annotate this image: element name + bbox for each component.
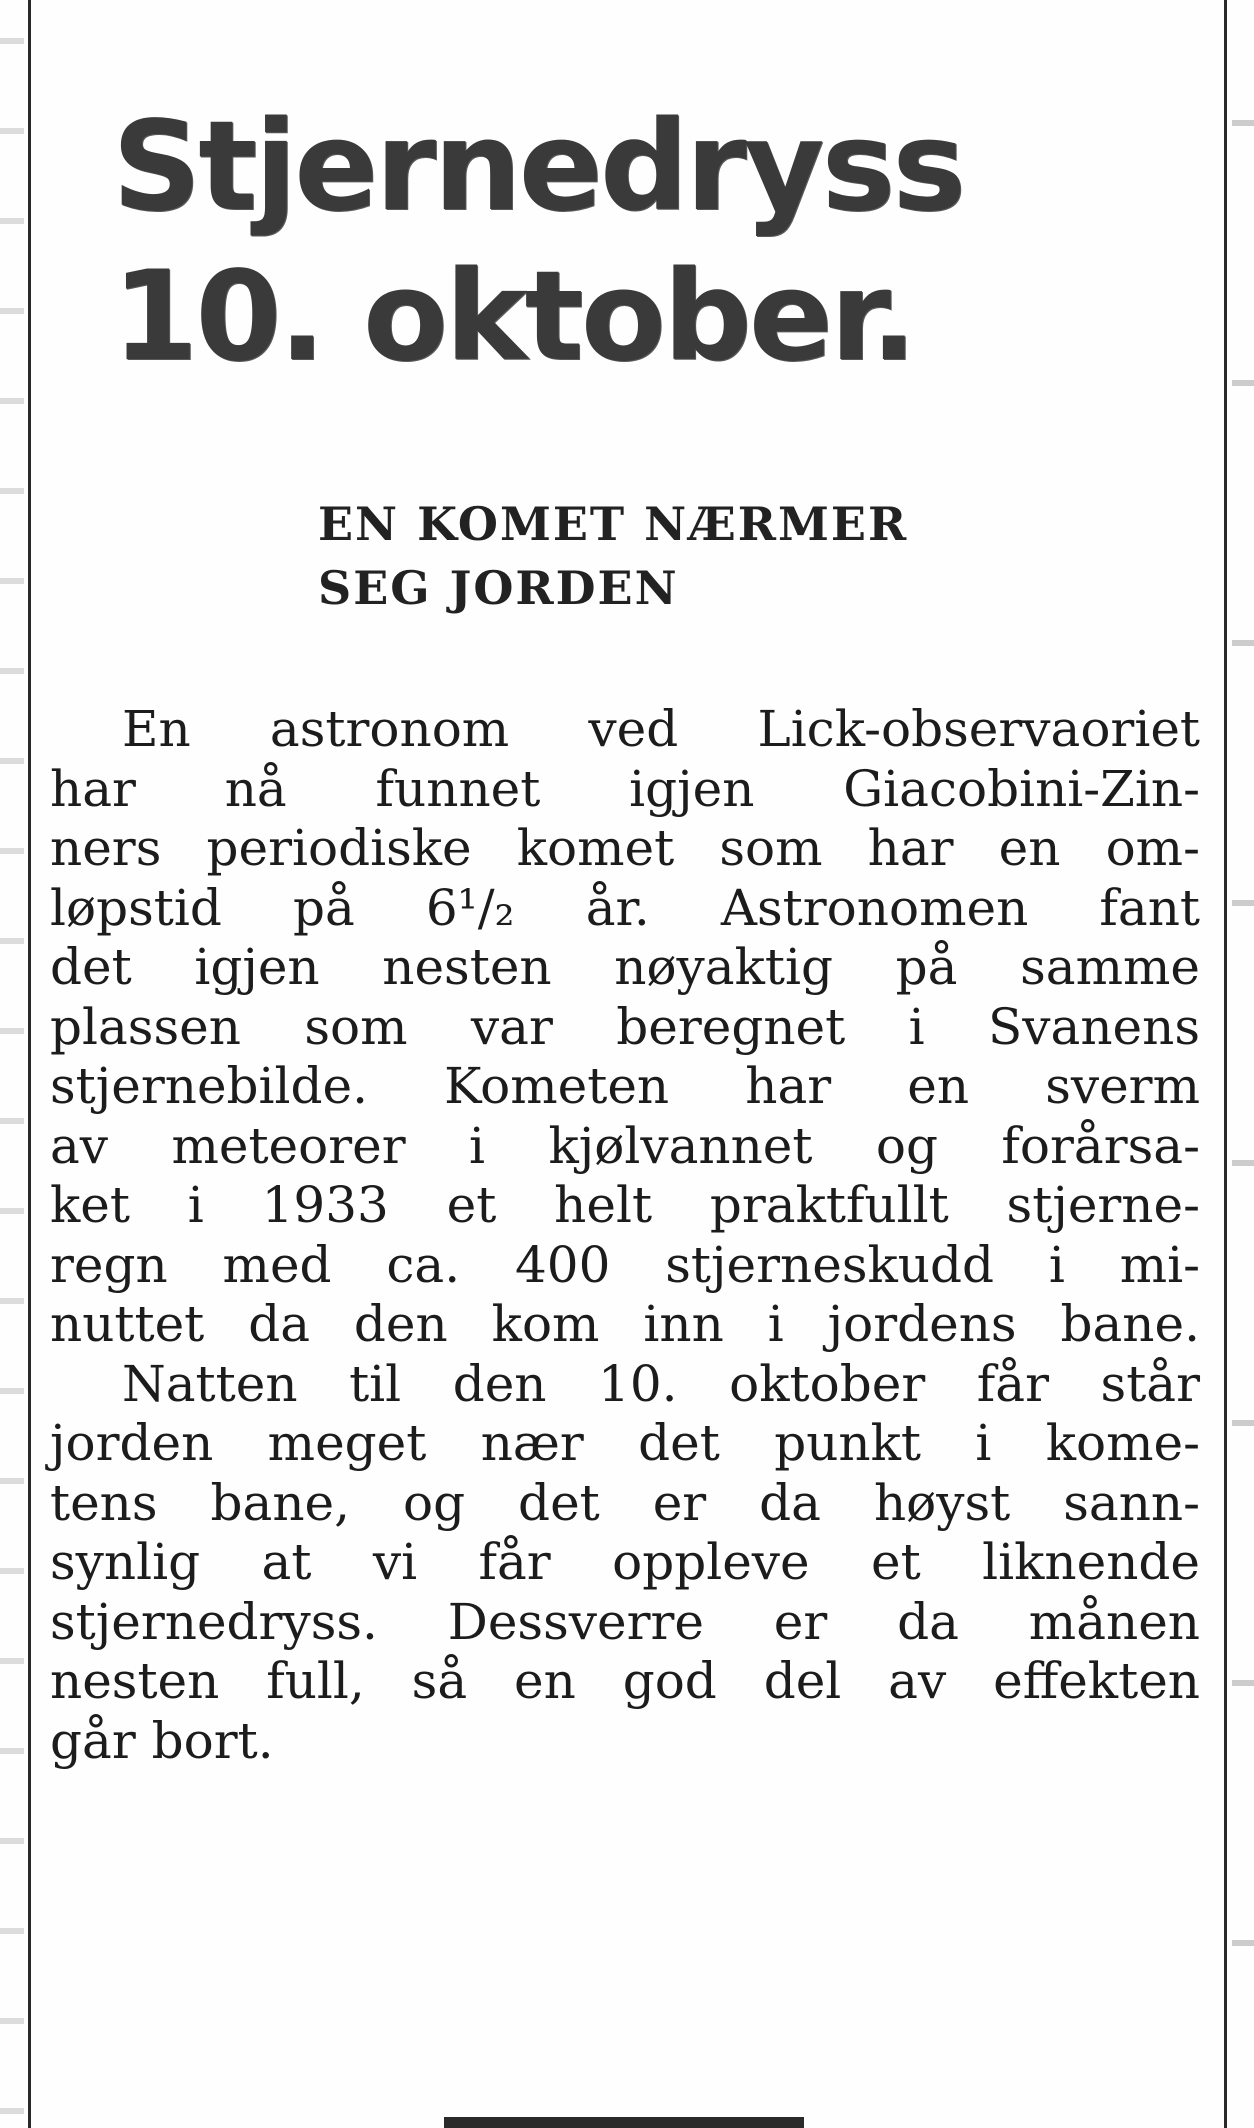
body-line: regn med ca. 400 stjerneskudd i mi- — [50, 1235, 1200, 1294]
bottom-divider — [444, 2117, 804, 2128]
article-body — [50, 700, 1200, 1771]
body-line: plassen som var beregnet i Svanens — [50, 997, 1200, 1056]
body-line: går bort. — [50, 1711, 274, 1770]
body-line: nuttet da den kom inn i jordens bane. — [50, 1295, 1200, 1353]
column-rule-left — [28, 0, 31, 2128]
paragraph-1 — [50, 700, 1200, 1355]
body-line: det igjen nesten nøyaktig på samme — [50, 938, 1200, 996]
headline — [112, 92, 1172, 392]
body-line: løpstid på 6¹/₂ år. Astronomen fant — [50, 878, 1200, 937]
body-line: jorden meget nær det punkt i kome- — [50, 1414, 1200, 1472]
subheadline-line-2: SEG JORDEN — [318, 561, 679, 615]
body-line: ket i 1933 et helt praktfullt stjerne- — [50, 1176, 1200, 1234]
body-line: En astronom ved Lick-observaoriet — [122, 700, 1200, 758]
body-line: av meteorer i kjølvannet og forårsa- — [50, 1116, 1200, 1175]
body-line: Natten til den 10. oktober får står — [122, 1354, 1200, 1413]
body-line: stjernedryss. Dessverre er da månen — [50, 1592, 1200, 1651]
body-line: tens bane, og det er da høyst sann- — [50, 1473, 1200, 1532]
body-line: nesten full, så en god del av effekten — [50, 1652, 1200, 1710]
headline-line-1: Stjernedryss — [112, 95, 964, 239]
headline-line-2: 10. oktober. — [112, 245, 915, 389]
adjacent-column-edge-right — [1232, 0, 1254, 2128]
body-line: stjernebilde. Kometen har en sverm — [50, 1057, 1200, 1115]
subheadline-line-1: EN KOMET NÆRMER — [318, 497, 909, 551]
paragraph-2 — [50, 1355, 1200, 1772]
column-rule-right — [1224, 0, 1227, 2128]
subheadline — [318, 492, 1078, 620]
body-line: synlig at vi får oppleve et liknende — [50, 1533, 1200, 1591]
body-line: ners periodiske komet som har en om- — [50, 819, 1200, 877]
adjacent-column-edge-left — [0, 0, 24, 2128]
body-line: har nå funnet igjen Giacobini-Zin- — [50, 759, 1200, 818]
